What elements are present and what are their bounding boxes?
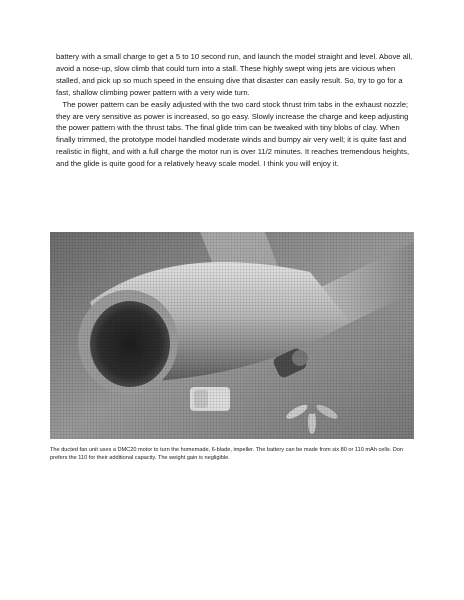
article-body (56, 51, 416, 170)
paragraph-2: The power pattern can be easily adjusted with the two card stock thrust trim tabs in the exhaust nozzle; they are very sensitive as power is increased, so go easy. Slowly increase the charge and keep adjusting the power pattern with the thrust tabs. The final glide trim can be tweaked with tiny blobs of clay. When finally trimmed, the prototype model handled moderate winds and bumpy air very well; it is quite fast and realistic in flight, and with a full charge the motor run is over 11/2 minutes. It reaches tremendous heights, and the glide is quite good for a relatively heavy scale model. I think you will enjoy it. (56, 99, 410, 169)
paragraph-1: battery with a small charge to get a 5 to 10 second run, and launch the model straight and level. Above all, avoid a nose-up, slow climb that could turn into a stall. These highly swept wing jets are vicious when stalled, and pick up so much speed in the ensuing dive that disaster can easily result. So, try to go for a fast, shallow climbing power pattern with a very wide turn. (56, 52, 413, 97)
photo-caption: The ducted fan unit uses a DMC20 motor to turn the homemade, 6-blade, impeller. The battery can be made from six 80 or 110 mAh cells. Don prefers the 110 for their additional capacity. The weight gain is negligible. (50, 447, 404, 462)
ducted-fan-photo (50, 232, 414, 439)
